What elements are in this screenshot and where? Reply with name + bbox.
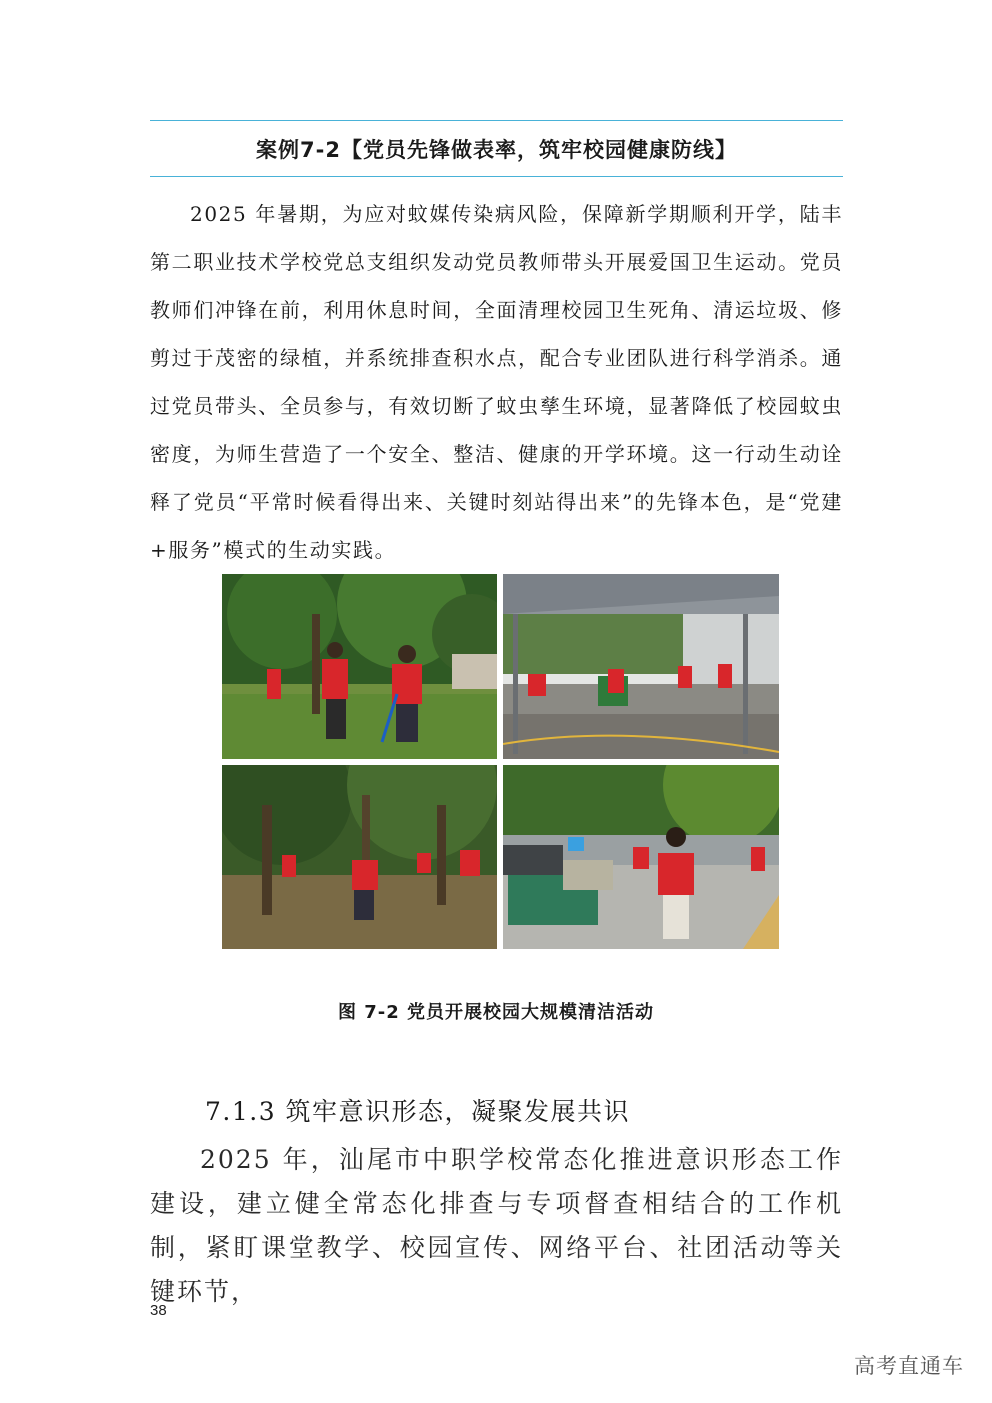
page-number: 38 xyxy=(150,1302,167,1319)
case-title: 案例7-2【党员先锋做表率，筑牢校园健康防线】 xyxy=(256,138,737,162)
photo-cleaning-courtyard xyxy=(503,765,779,949)
figure-caption: 图 7-2 党员开展校园大规模清洁活动 xyxy=(337,1002,655,1023)
photo-cleaning-shelter xyxy=(503,574,779,759)
photo-cleaning-lawn xyxy=(222,574,497,759)
case-paragraph: 2025 年暑期，为应对蚊媒传染病风险，保障新学期顺利开学，陆丰第二职业技术学校党总支组织发动党员教师带头开展爱国卫生运动。党员教师们冲锋在前，利用休息时间，全面清理校园卫生死角、清运垃圾、修剪过于茂密的绿植，并系统排查积水点，配合专业团队进行科学消杀。通过党员带头、全员参与，有效切断了蚊虫孳生环境，显著降低了校园蚊虫密度，为师生营造了一个安全、整洁、健康的开学环境。这一行动生动诠释了党员“平常时候看得出来、关键时刻站得出来”的先锋本色，是“党建+服务”模式的生动实践。 xyxy=(150,202,843,562)
section-body xyxy=(150,1138,843,1314)
section-paragraph: 2025 年，汕尾市中职学校常态化推进意识形态工作建设，建立健全常态化排查与专项督查相结合的工作机制，紧盯课堂教学、校园宣传、网络平台、社团活动等关键环节， xyxy=(150,1145,843,1306)
case-body xyxy=(150,190,843,574)
watermark-logo: 高考直通车 xyxy=(854,1354,964,1378)
photo-cleaning-woods xyxy=(222,765,497,949)
case-title-box xyxy=(150,120,843,177)
section-heading: 7.1.3 筑牢意识形态，凝聚发展共识 xyxy=(205,1097,631,1126)
photo-grid xyxy=(222,574,779,949)
